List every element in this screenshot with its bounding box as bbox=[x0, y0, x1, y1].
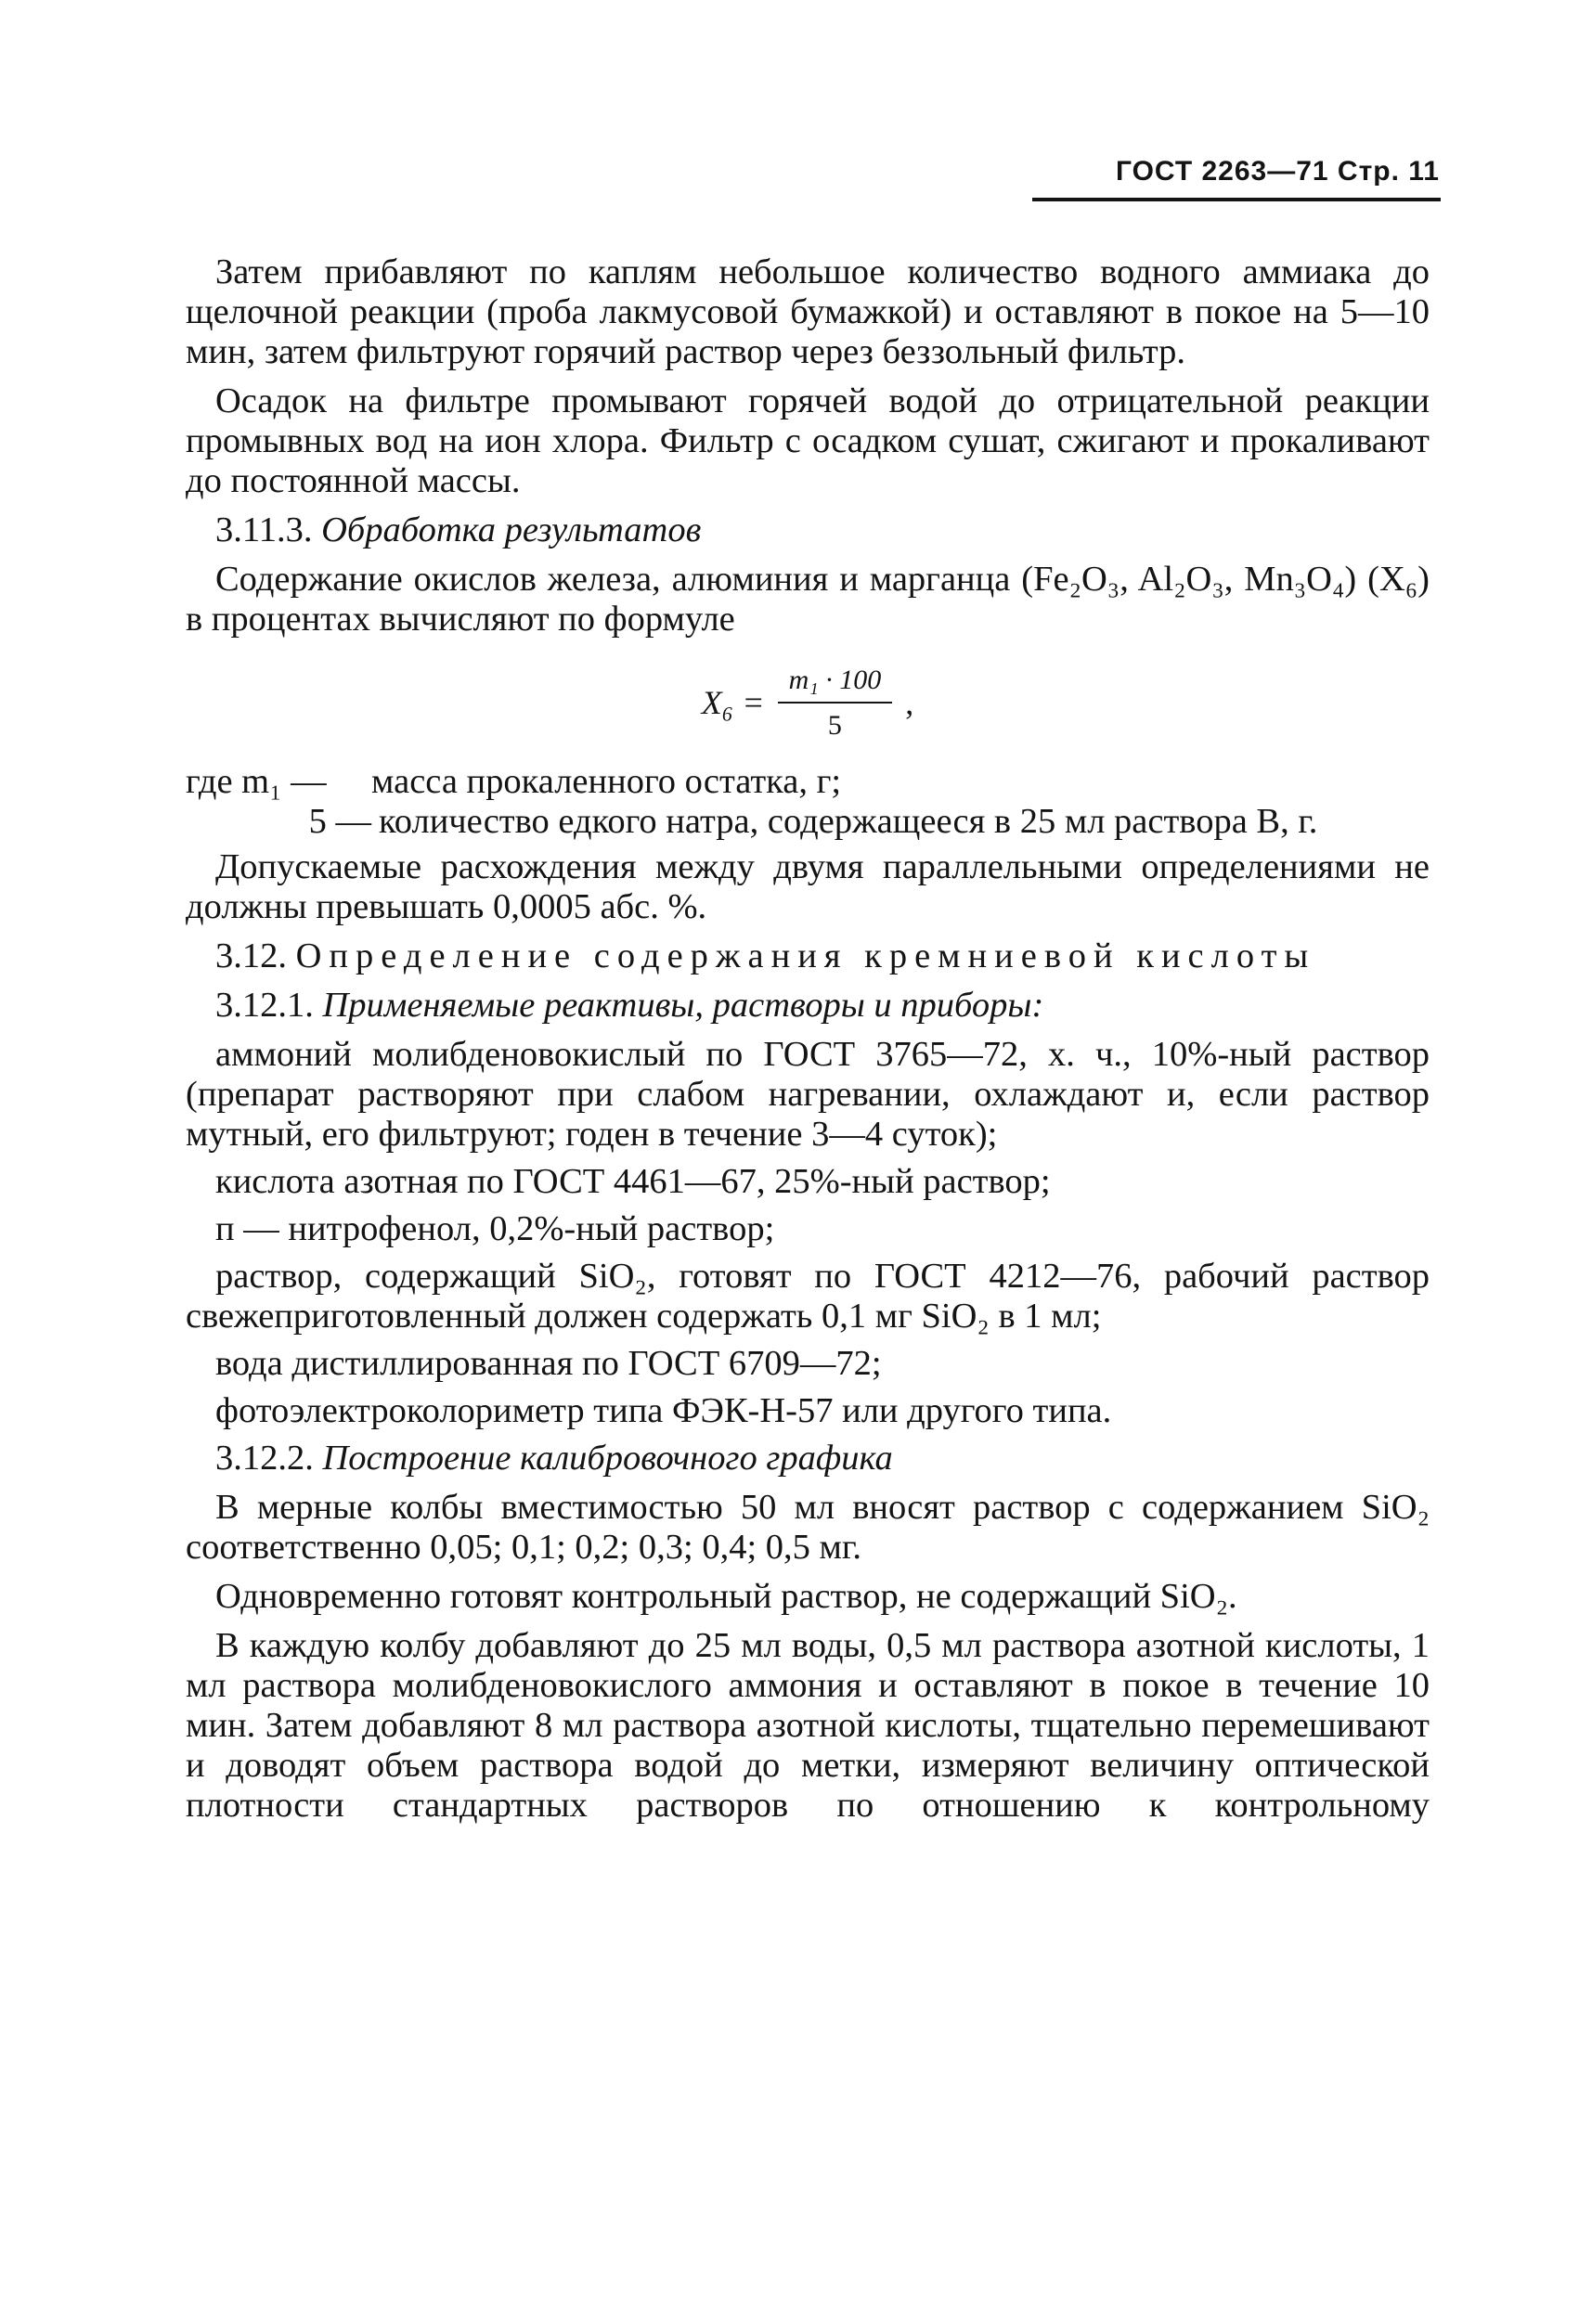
formula-lhs: X₆ = bbox=[701, 683, 765, 721]
section-3-12-1-heading bbox=[215, 986, 1430, 1026]
reagent-item: п — нитрофенол, 0,2%-ный раствор; bbox=[215, 1209, 775, 1248]
formula-legend bbox=[186, 762, 1430, 842]
section-number: 3.12. bbox=[215, 936, 287, 975]
section-title: Построение калибровочного графика bbox=[322, 1439, 893, 1478]
paragraph-tolerance: Допускаемые расхождения между двумя параллельными определениями не должны превышать 0,0005 абс. %. bbox=[186, 847, 1430, 926]
page-header: ГОСТ 2263—71 Стр. 11 bbox=[1115, 156, 1440, 187]
header-rule bbox=[1032, 198, 1441, 201]
paragraph-procedure: В каждую колбу добавляют до 25 мл воды, 0,5 мл раствора азотной кислоты, 1 мл раствора молибденовокислого аммония и оставляют в покое в течение 10 мин. Затем добавляют 8 мл раствора азотной кислоты, тщательно перемешивают и доводят объем раствора водой до метки, измеряют величину оптической плотности стандартных растворов по отношению к контрольному bbox=[186, 1626, 1430, 1825]
section-number: 3.12.2. bbox=[215, 1439, 314, 1478]
section-number: 3.12.1. bbox=[215, 986, 314, 1025]
paragraph-oxides-content: Содержание окислов железа, алюминия и марганца (Fe₂O₃, Al₂O₃, Mn₃O₄) (X₆) в процентах вычисляют по формуле bbox=[186, 560, 1430, 639]
section-title: Определение содержания кремниевой кислоты bbox=[295, 936, 1316, 975]
formula-fraction bbox=[778, 660, 893, 745]
section-3-12-2-heading bbox=[215, 1439, 1430, 1478]
section-title: Обработка результатов bbox=[321, 510, 702, 549]
paragraph-precipitate: Осадок на фильтре промывают горячей водой до отрицательной реакции промывных вод на ион хлора. Фильтр с осадком сушат, сжигают и прокаливают до постоянной массы. bbox=[186, 381, 1430, 500]
legend-key: 5 — bbox=[308, 802, 371, 841]
formula-numerator: m₁ · 100 bbox=[778, 660, 893, 704]
legend-value: количество едкого натра, содержащееся в 25 мл раствора B, г. bbox=[379, 802, 1318, 841]
formula-denominator: 5 bbox=[827, 710, 842, 741]
legend-row-m1 bbox=[186, 762, 1430, 802]
reagent-item: раствор, содержащий SiO₂, готовят по ГОСТ 4212—76, рабочий раствор свежеприготовленный должен содержать 0,1 мг SiO₂ в 1 мл; bbox=[186, 1257, 1430, 1336]
section-title: Применяемые реактивы, растворы и приборы: bbox=[322, 986, 1044, 1025]
formula-x6 bbox=[186, 660, 1430, 745]
page-body bbox=[186, 252, 1430, 1835]
section-3-11-3-heading bbox=[215, 510, 1430, 550]
legend-value: масса прокаленного остатка, г; bbox=[371, 762, 842, 801]
reagent-item: аммоний молибденовокислый по ГОСТ 3765—72, х. ч., 10%-ный раствор (препарат растворяют при слабом нагревании, охлаждают и, если раствор мутный, его фильтруют; годен в течение 3—4 суток); bbox=[186, 1035, 1430, 1154]
paragraph-flasks: В мерные колбы вместимостью 50 мл вносят раствор с содержанием SiO₂ соответственно 0,05; 0,1; 0,2; 0,3; 0,4; 0,5 мг. bbox=[186, 1488, 1430, 1567]
paragraph-control-solution: Одновременно готовят контрольный раствор, не содержащий SiO₂. bbox=[215, 1577, 1237, 1616]
legend-key: где m₁ — bbox=[186, 762, 327, 801]
reagent-item: вода дистиллированная по ГОСТ 6709—72; bbox=[215, 1344, 882, 1383]
reagent-item: кислота азотная по ГОСТ 4461—67, 25%-ный раствор; bbox=[215, 1162, 1051, 1201]
section-3-12-heading bbox=[215, 936, 1430, 976]
section-number: 3.11.3. bbox=[215, 510, 313, 549]
paragraph-ammonia: Затем прибавляют по каплям небольшое количество водного аммиака до щелочной реакции (проба лакмусовой бумажкой) и оставляют в покое на 5—10 мин, затем фильтруют горячий раствор через беззольный фильтр. bbox=[186, 252, 1430, 371]
legend-row-5 bbox=[186, 802, 1430, 842]
formula-tail: , bbox=[905, 683, 914, 721]
reagent-item: фотоэлектроколориметр типа ФЭК-Н-57 или другого типа. bbox=[215, 1391, 1112, 1430]
